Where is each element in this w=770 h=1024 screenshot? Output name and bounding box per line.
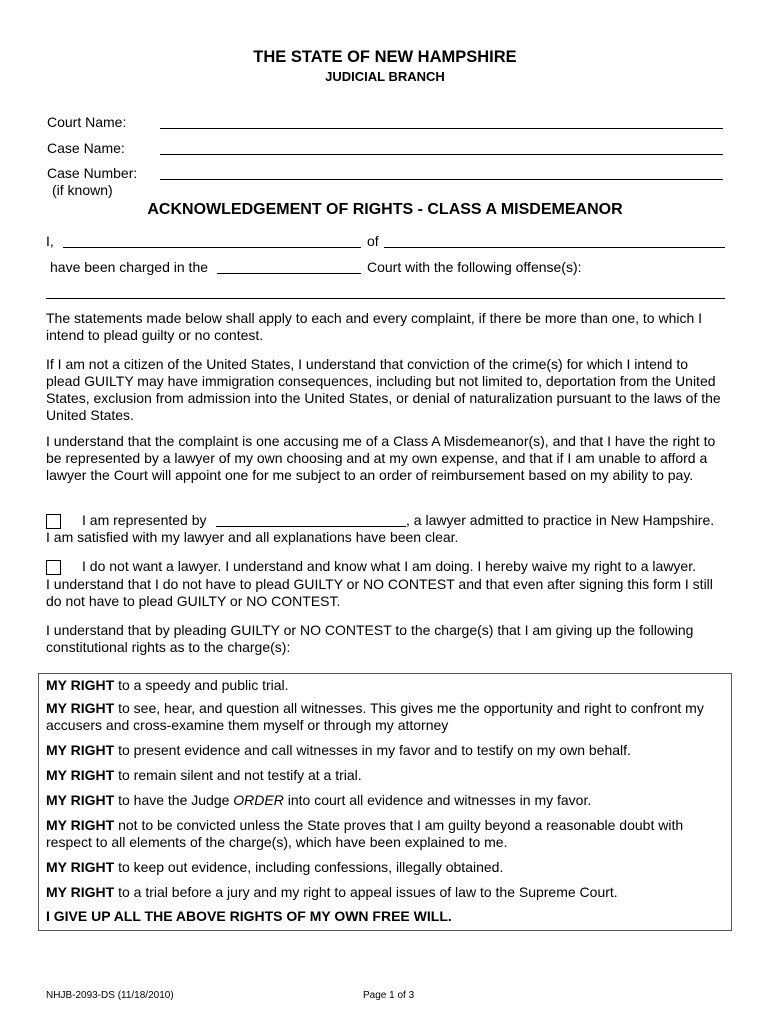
right-exclude-evidence [46,859,726,876]
i-label: I, [46,233,54,249]
my-right-label: MY RIGHT [46,792,115,808]
right-text: to remain silent and not testify at a trial. [114,767,362,783]
my-right-label: MY RIGHT [46,677,115,693]
paragraph-giving-up: I understand that by pleading GUILTY or NO CONTEST to the charge(s) that I am giving up the following constitutional rights as to the charge(s): [46,622,694,655]
my-right-label: MY RIGHT [46,742,115,758]
case-name-field[interactable] [160,154,723,155]
right-text: to a trial before a jury and my right to appeal issues of law to the Supreme Court. [114,884,618,900]
state-heading: THE STATE OF NEW HAMPSHIRE [253,48,517,66]
right-text: to have the Judge [114,792,234,808]
defendant-name-field[interactable] [63,247,361,248]
right-confront-witnesses [46,700,726,734]
represented-suffix: , a lawyer admitted to practice in New Hampshire. [406,512,715,528]
court-field[interactable] [217,273,361,274]
order-emphasis: ORDER [233,792,284,808]
no-lawyer-line1: I do not want a lawyer. I understand and know what I am doing. I hereby waive my right to a lawyer. [82,558,696,574]
give-up-statement: I GIVE UP ALL THE ABOVE RIGHTS OF MY OWN FREE WILL. [46,908,452,924]
form-id: NHJB-2093-DS (11/18/2010) [46,990,174,1001]
case-number-label: Case Number: [47,165,138,181]
charged-suffix: Court with the following offense(s): [367,259,582,275]
right-text: to see, hear, and question all witnesses. This gives me the opportunity and right to confront my accusers and cross-examine them myself or through my attorney [46,700,704,733]
page-number: Page 1 of 3 [363,990,415,1001]
my-right-label: MY RIGHT [46,767,115,783]
paragraph-right-to-lawyer: I understand that the complaint is one accusing me of a Class A Misdemeanor(s), and that I have the right to be represented by a lawyer of my own choosing and at my own expense, and that if I am unable to afford a lawyer the Court will appoint one for me subject to an order of reimbursement based on my ability to pay. [46,433,716,483]
no-lawyer-checkbox[interactable] [46,560,61,575]
right-jury-trial [46,884,726,901]
right-text: to present evidence and call witnesses in my favor and to testify on my own behalf. [114,742,631,758]
right-present-evidence [46,742,726,759]
represented-checkbox[interactable] [46,514,61,529]
my-right-label: MY RIGHT [46,700,115,716]
right-speedy-trial [46,677,726,694]
represented-prefix: I am represented by [82,512,207,528]
paragraph-immigration: If I am not a citizen of the United States, I understand that conviction of the crime(s) for which I intend to plead GUILTY may have immigration consequences, including but not limited to, deportation from the United States, exclusion from admission into the United States, or denial of naturalization pursuant to the laws of the United States. [46,356,721,423]
right-text: into court all evidence and witnesses in my favor. [283,792,592,808]
my-right-label: MY RIGHT [46,859,115,875]
charged-prefix: have been charged in the [50,259,209,275]
of-label: of [367,233,379,249]
court-name-label: Court Name: [47,114,127,130]
defendant-address-field[interactable] [384,247,725,248]
case-name-label: Case Name: [47,140,125,156]
my-right-label: MY RIGHT [46,817,115,833]
represented-line2: I am satisfied with my lawyer and all explanations have been clear. [46,529,459,545]
my-right-label: MY RIGHT [46,884,115,900]
paragraph-statements: The statements made below shall apply to each and every complaint, if there be more than one, to which I intend to plead guilty or no contest. [46,310,703,343]
right-text: to keep out evidence, including confessions, illegally obtained. [114,859,504,875]
right-text: to a speedy and public trial. [114,677,289,693]
form-title: ACKNOWLEDGEMENT OF RIGHTS - CLASS A MISDEMEANOR [147,201,623,218]
court-name-field[interactable] [160,128,723,129]
right-remain-silent [46,767,726,784]
branch-heading: JUDICIAL BRANCH [325,69,445,84]
right-reasonable-doubt [46,817,726,851]
if-known-note: (if known) [52,182,113,198]
right-text: not to be convicted unless the State proves that I am guilty beyond a reasonable doubt with respect to all elements of the charge(s), which have been explained to me. [46,817,684,850]
case-number-field[interactable] [160,179,723,180]
offense-field[interactable] [46,298,725,299]
lawyer-name-field[interactable] [216,526,406,527]
right-judge-order [46,792,726,809]
no-lawyer-line2: I understand that I do not have to plead GUILTY or NO CONTEST and that even after signing this form I still do not have to plead GUILTY or NO CONTEST. [46,576,713,609]
